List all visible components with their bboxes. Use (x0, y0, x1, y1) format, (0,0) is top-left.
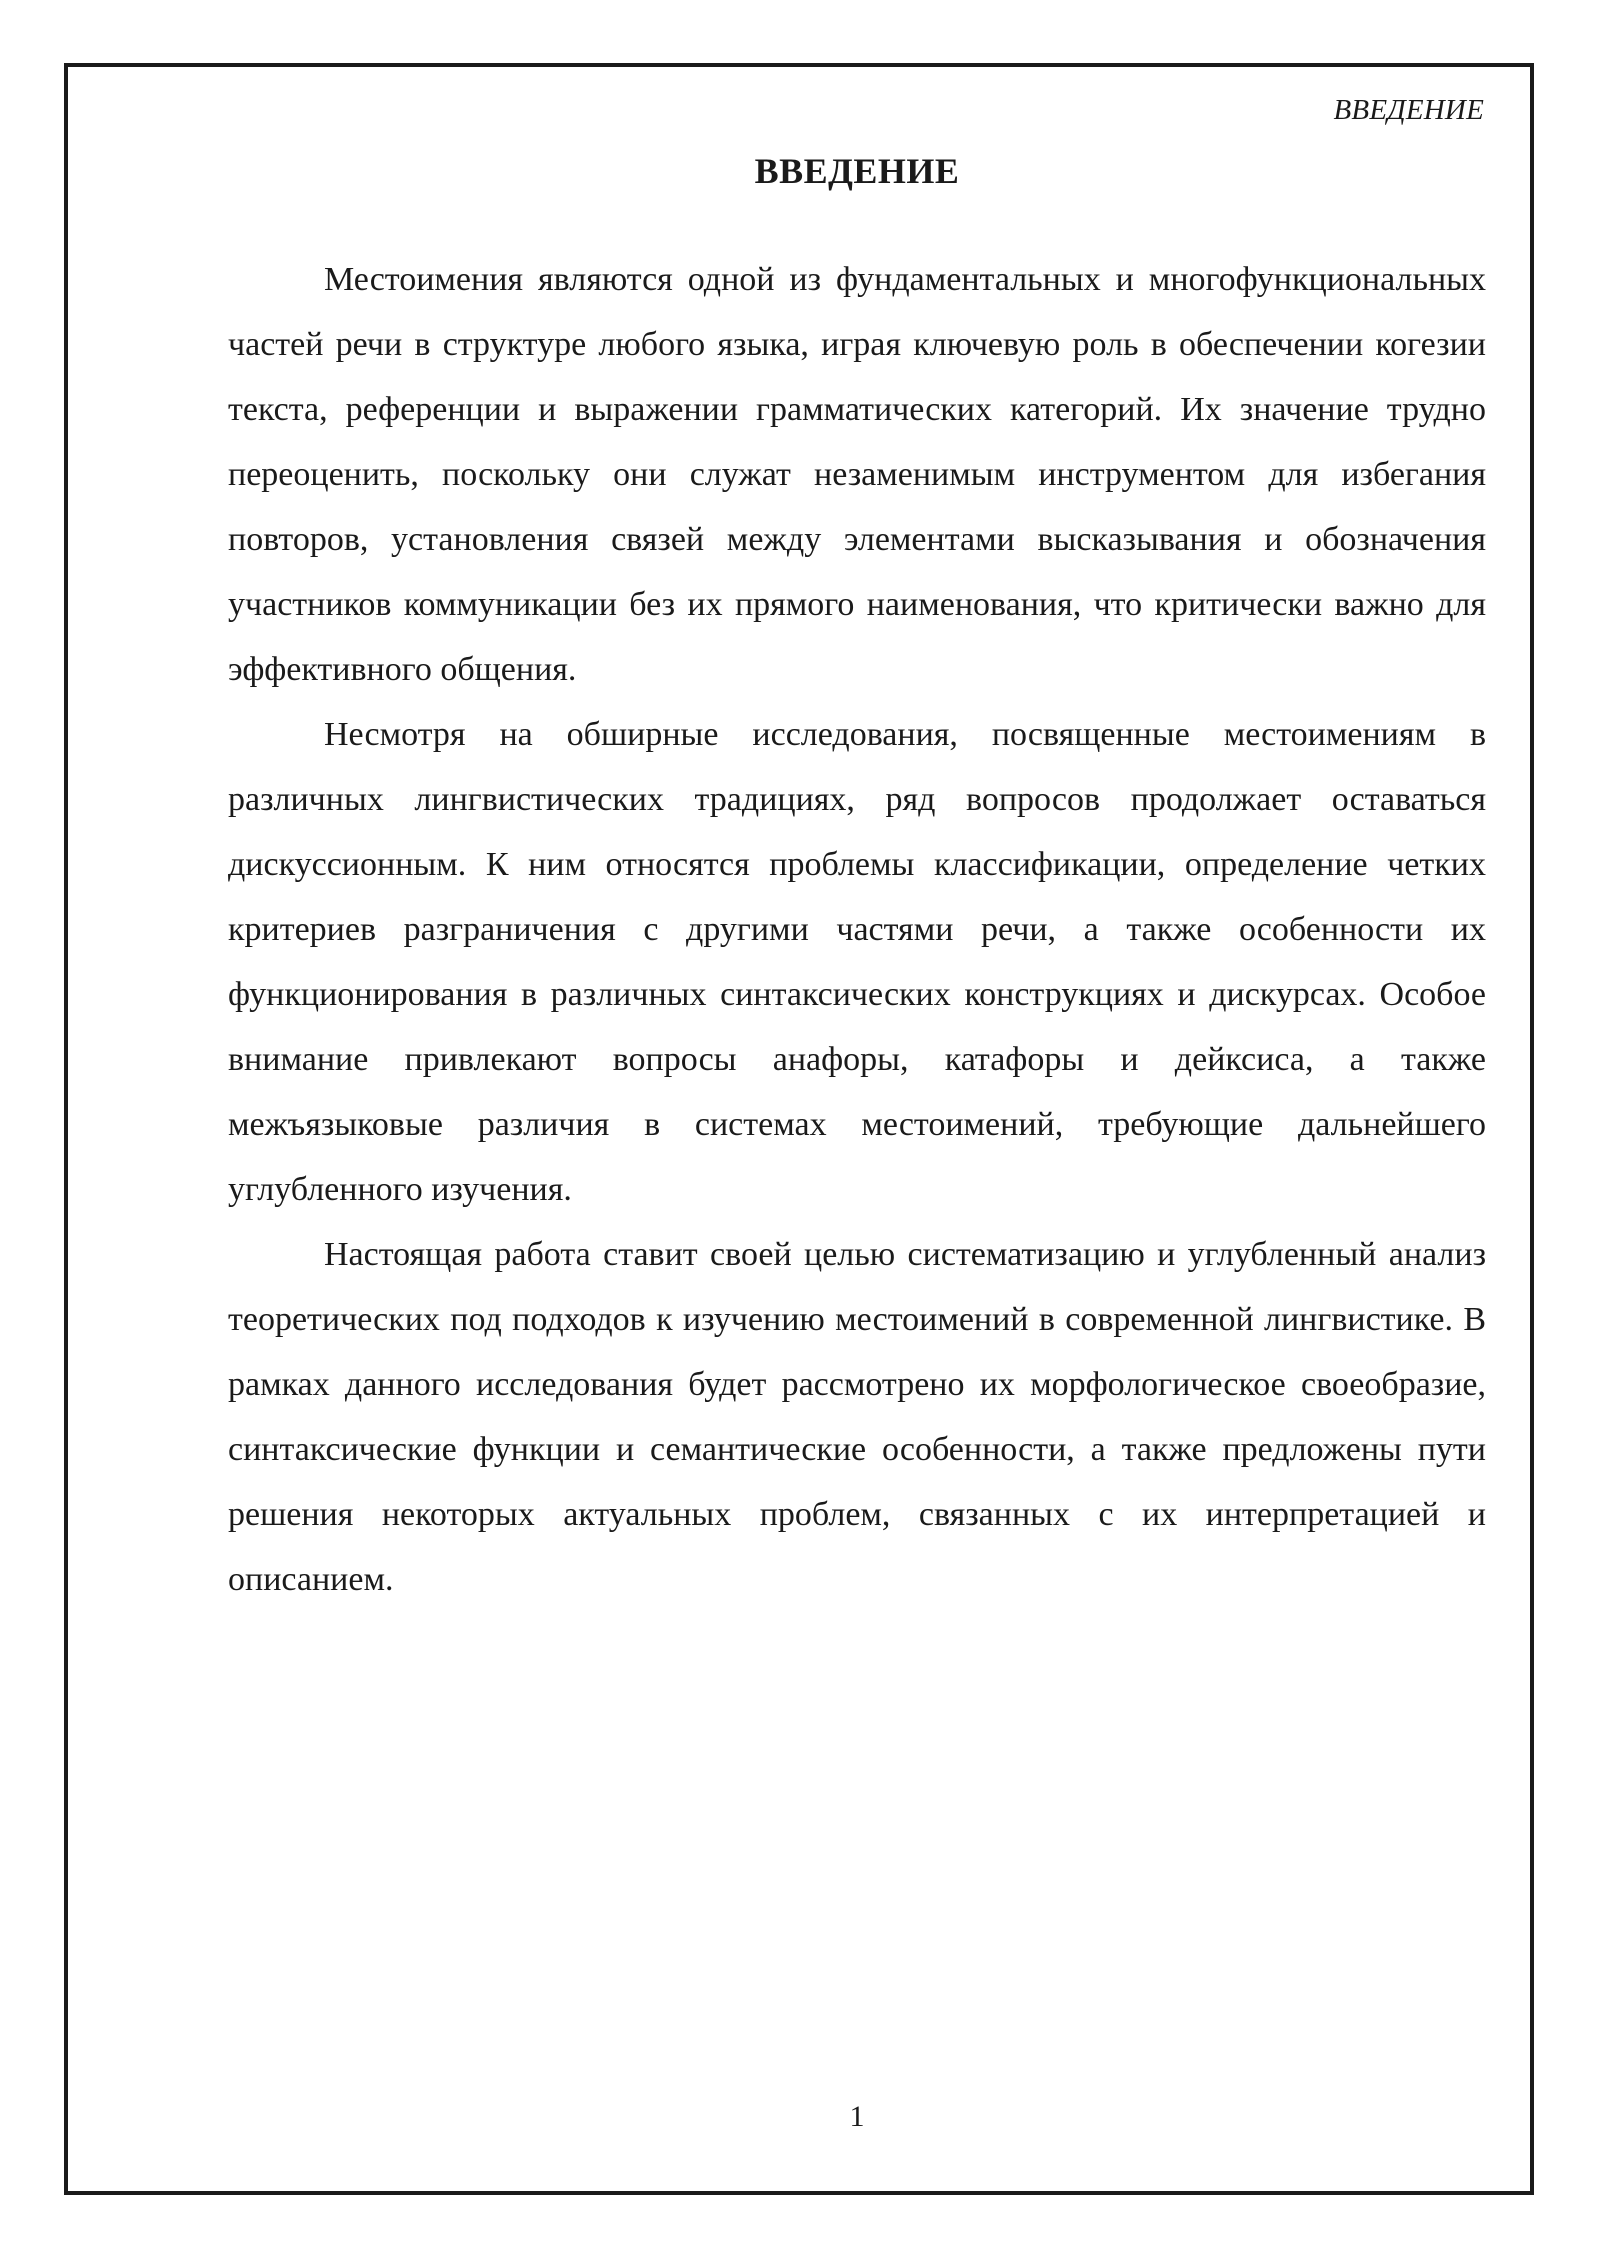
body-text (228, 247, 1486, 1612)
page-number: 1 (849, 2100, 865, 2133)
paragraph-2: Несмотря на обширные исследования, посвященные местоимениям в различных лингвистических традициях, ряд вопросов продолжает оставаться дискуссионным. К ним относятся проблемы классификации, определение четких критериев разграничения с другими частями речи, а также особенности их функционирования в различных синтаксических конструкциях и дискурсах. Особое внимание привлекают вопросы анафоры, катафоры и дейксиса, а также межъязыковые различия в системах местоимений, требующие дальнейшего углубленного изучения. (228, 716, 1486, 1208)
paragraph-1: Местоимения являются одной из фундаментальных и многофункциональных частей речи в структуре любого языка, играя ключевую роль в обеспечении когезии текста, референции и выражении грамматических категорий. Их значение трудно переоценить, поскольку они служат незаменимым инструментом для избегания повторов, установления связей между элементами высказывания и обозначения участников коммуникации без их прямого наименования, что критически важно для эффективного общения. (228, 261, 1486, 688)
running-header: ВВЕДЕНИЕ (1333, 94, 1484, 126)
section-title: ВВЕДЕНИЕ (754, 151, 960, 191)
paragraph-3: Настоящая работа ставит своей целью систематизацию и углубленный анализ теоретических под подходов к изучению местоимений в современной лингвистике. В рамках данного исследования будет рассмотрено их морфологическое своеобразие, синтаксические функции и семантические особенности, а также предложены пути решения некоторых актуальных проблем, связанных с их интерпретацией и описанием. (228, 1236, 1486, 1598)
